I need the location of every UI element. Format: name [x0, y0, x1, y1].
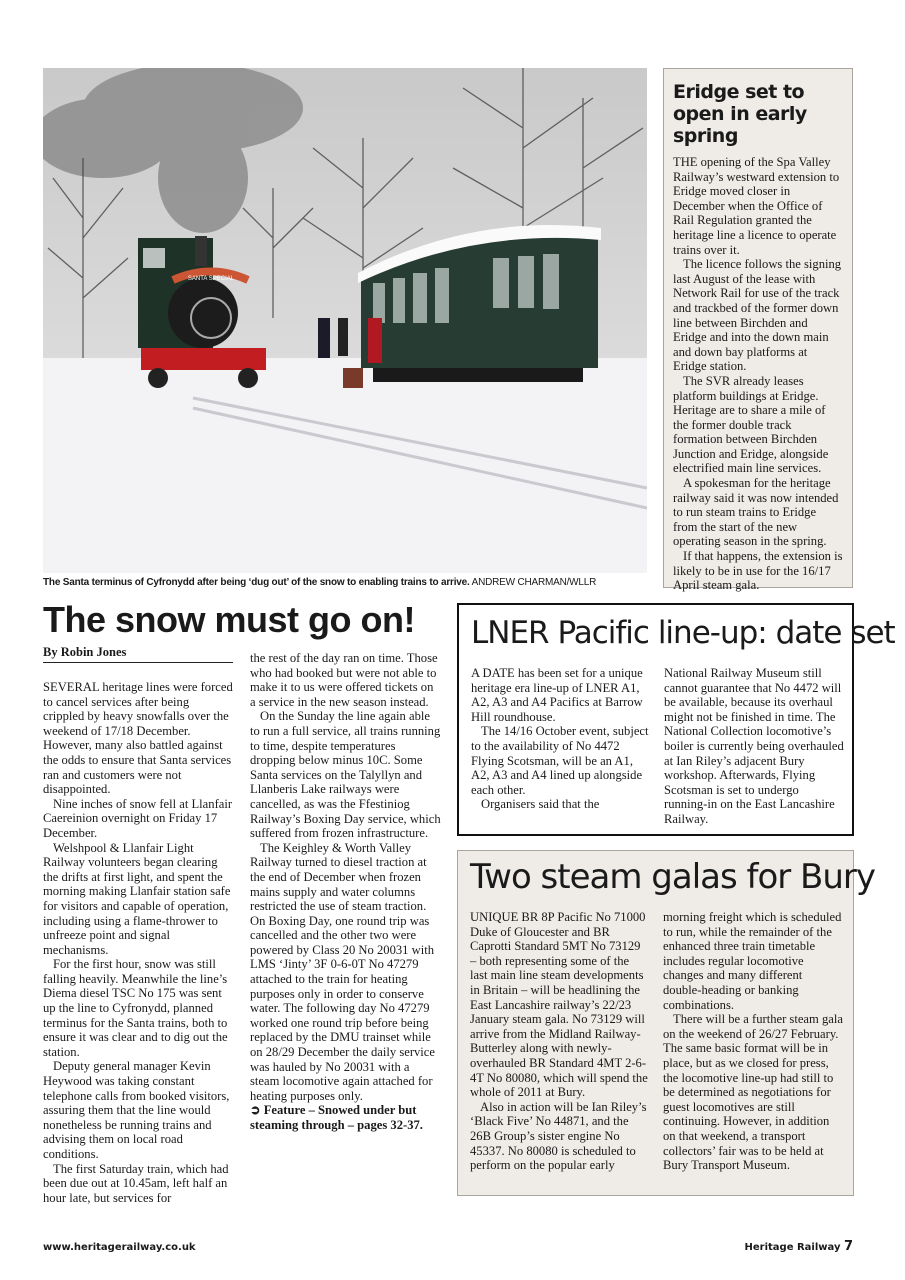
page-number: 7	[843, 1239, 853, 1254]
magazine-name: Heritage Railway	[744, 1242, 841, 1253]
article-paragraph: The Keighley & Worth Valley Railway turned to diesel traction at the end of December when frozen mains supply and water columns restricted the use of steam traction. On Boxing Day, one round trip was cancelled and the other two were powered by Class 20 No 20031 with LMS ‘Jinty’ 3F 0-6-0T No 47279 attached to the train for heating purposes only in order to conserve water. The following day No 47279 worked one round trip before being replaced by the DMU trainset while on 28/29 December the daily service was hauled by No 20031 with a steam locomotive again attached for heating purposes only.	[250, 840, 435, 1103]
lner-title: LNER Pacific line-up: date set	[471, 615, 895, 651]
byline: By Robin Jones	[43, 645, 233, 663]
photo-caption	[43, 577, 596, 589]
sidebar-paragraph: If that happens, the extension is likely to be in use for the 16/17 April steam gala.	[673, 549, 843, 593]
sidebar-paragraph: THE opening of the Spa Valley Railway’s westward extension to Eridge moved closer in December when the Office of Rail Regulation granted the heritage line a licence to operate trains over it.	[673, 155, 840, 257]
caption-text: The Santa terminus of Cyfronydd after being ‘dug out’ of the snow to enabling trains to arrive.	[43, 577, 470, 588]
bury-title: Two steam galas for Bury	[470, 857, 876, 897]
article-paragraph: Welshpool & Llanfair Light Railway volunteers began clearing the drifts at first light, and spent the morning making Llanfair station safe for visitors and capable of operation, including using a flame-thrower to unfreeze point and signal mechanisms.	[43, 840, 231, 957]
sidebar-paragraph: A spokesman for the heritage railway said it was now intended to run steam trains to Eridge from the start of the new operating season in the spring.	[673, 476, 839, 549]
bury-column-2	[663, 910, 843, 1173]
bury-paragraph: morning freight which is scheduled to run, while the remainder of the enhanced three train timetable includes regular locomotive changes and many different double-heading or banking combinations.	[663, 910, 842, 1012]
article-column-2	[250, 651, 442, 1133]
feature-link[interactable]: ➲ Feature – Snowed under but steaming through – pages 32-37.	[250, 1103, 423, 1132]
sidebar-paragraph: The licence follows the signing last August of the lease with Network Rail for use of the track and trackbed of the former down line between Birchden and Eridge and into the down main and down bay platforms at Eridge station.	[673, 257, 842, 374]
article-column-1	[43, 680, 233, 1205]
article-paragraph: Deputy general manager Kevin Heywood was taking constant telephone calls from booked visitors, assuring them that the line would nonetheless be running trains and advising them on local road conditions.	[43, 1059, 230, 1161]
footer-url[interactable]: www.heritagerailway.co.uk	[43, 1242, 196, 1253]
lner-paragraph: A DATE has been set for a unique heritage era line-up of LNER A1, A2, A3 and A4 Pacifics at Barrow Hill roundhouse.	[471, 666, 643, 724]
article-headline: The snow must go on!	[43, 599, 415, 640]
lner-paragraph: The 14/16 October event, subject to the availability of No 4472 Flying Scotsman, will be an A1, A2, A3 and A4 lined up alongside each other.	[471, 724, 649, 797]
lner-paragraph: Organisers said that the	[481, 797, 600, 812]
photo-illustration	[43, 68, 647, 573]
bury-paragraph: Also in action will be Ian Riley’s ‘Black Five’ No 44871, and the 26B Group’s sister engine No 45337. No 80080 is scheduled to perform on the popular early	[470, 1099, 647, 1173]
santa-train-photo	[43, 68, 647, 573]
footer-folio	[745, 1239, 854, 1254]
sidebar-paragraph: The SVR already leases platform buildings at Eridge. Heritage are to share a mile of the former double track formation between Birchden Junction and Eridge, alongside electrified main line services.	[673, 373, 829, 476]
lner-box	[457, 603, 895, 836]
photo-credit: ANDREW CHARMAN/WLLR	[471, 577, 597, 588]
article-paragraph: Nine inches of snow fell at Llanfair Caereinion overnight on Friday 17 December.	[43, 796, 233, 840]
article-paragraph: For the first hour, snow was still falling heavily. Meanwhile the line’s Diema diesel TSC No 175 was sent up the line to Cyfronydd, planned terminus for the Santa trains, both to ensure it was clear and to dig out the station.	[43, 957, 228, 1059]
bury-paragraph: There will be a further steam gala on the weekend of 26/27 February. The same basic format will be in place, but as we closed for press, the locomotive line-up had still to be determined as negotiations for guest locomotives are still continuing. However, in addition on that weekend, a transport collectors’ fair was to be held at Bury Transport Museum.	[663, 1012, 843, 1173]
eridge-sidebar	[663, 68, 853, 593]
sidebar-title: Eridge set to open in early spring	[673, 81, 807, 147]
lner-column-1	[471, 666, 649, 812]
article-paragraph: SEVERAL heritage lines were forced to cancel services after being crippled by heavy snowfalls over the weekend of 17/18 December. However, many also battled against the odds to ensure that Santa services ran and customers were not disappointed.	[43, 680, 233, 797]
article-paragraph: On the Sunday the line again able to run a full service, all trains running to time, despite temperatures dropping below minus 10C. Some Santa services on the Talyllyn and Llanberis Lake railways were cancelled, as was the Ffestiniog Railway’s Boxing Day service, which suffered from frozen infrastructure.	[250, 709, 441, 841]
article-paragraph: the rest of the day ran on time. Those who had booked but were not able to make it to us were offered tickets on a service in the new season instead.	[250, 651, 438, 709]
lner-paragraph: National Railway Museum still cannot guarantee that No 4472 will be available, because its overhaul might not be finished in time. The National Collection locomotive’s boiler is currently being overhauled at Ian Riley’s adjacent Bury workshop. Afterwards, Flying Scotsman is set to undergo running-in on the East Lancashire Railway.	[664, 666, 844, 826]
snow-ground	[43, 358, 647, 573]
headboard-text: SANTA SPECIAL	[187, 276, 235, 282]
bury-box	[457, 850, 876, 1196]
bury-column-1	[470, 910, 648, 1173]
lner-column-2	[664, 666, 844, 827]
article-paragraph: The first Saturday train, which had been due out at 10.45am, left half an hour late, but services for	[43, 1161, 229, 1205]
bury-paragraph: UNIQUE BR 8P Pacific No 71000 Duke of Gloucester and BR Caprotti Standard 5MT No 73129 – both representing some of the last main line steam developments in Britain – will be headlining the East Lancashire railway’s 22/23 January steam gala. No 73129 will arrive from the Midland Railway-Butterley along with newly-overhauled BR Standard 4MT 2-6-4T No 80080, which will spend the whole of 2011 at Bury.	[470, 910, 648, 1100]
